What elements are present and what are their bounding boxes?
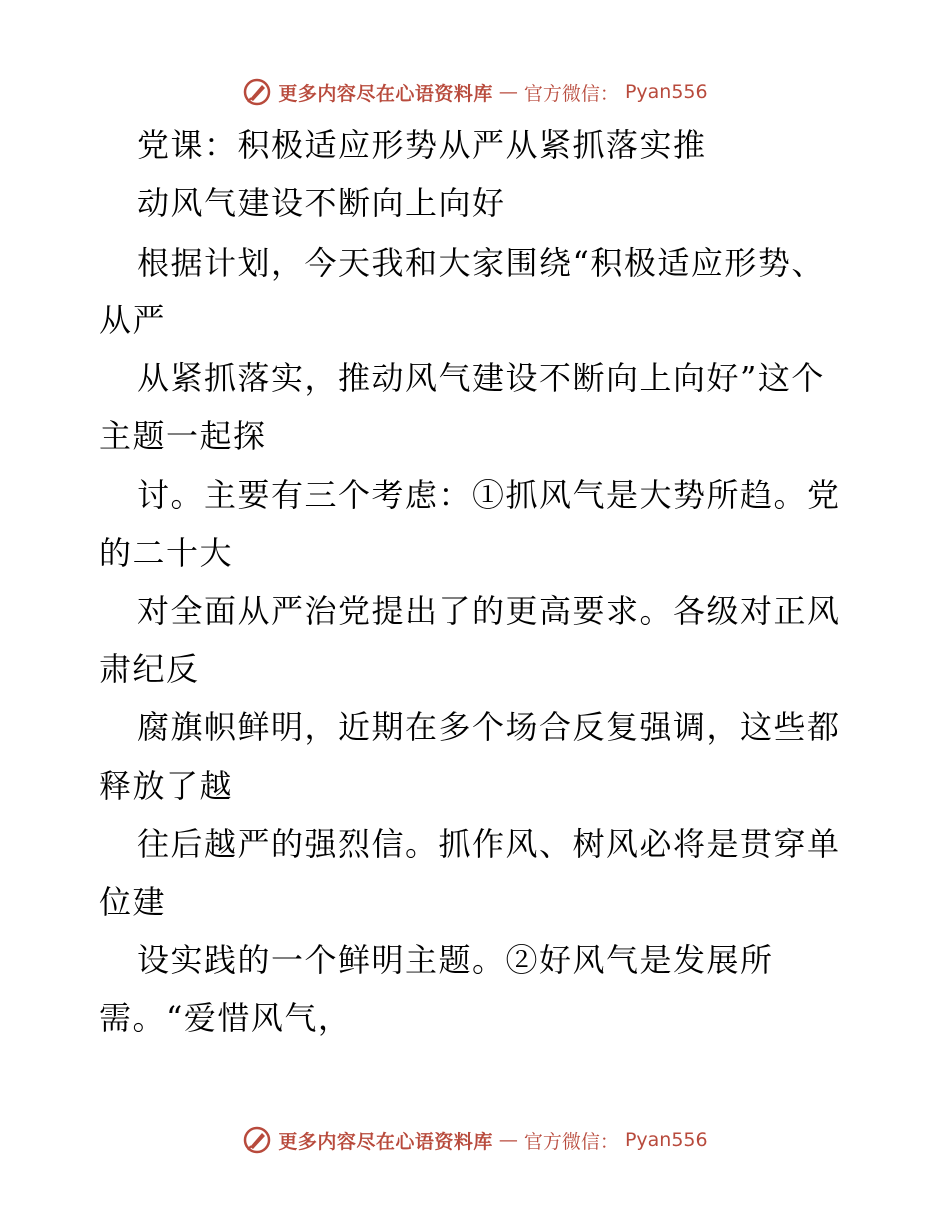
doc-title-line-1: 党课：积极适应形势从严从紧抓落实推 [137,126,707,164]
quill-pen-logo-icon [242,77,272,107]
doc-line: 需。“爱惜风气， [99,999,352,1037]
watermark-wechat-label: 官方微信： [523,1130,619,1153]
doc-line: 位建 [99,883,167,921]
doc-line: 从紧抓落实，推动风气建设不断向上向好”这个 [137,359,825,397]
doc-line: 对全面从严治党提出了的更高要求。各级对正风 [137,592,841,630]
watermark-dash: — [498,1129,518,1151]
watermark-site-text: 更多内容尽在心语资料库 [278,82,493,105]
doc-title-line-2: 动风气建设不断向上向好 [137,184,506,222]
watermark-wechat-id: Pyan556 [624,81,708,103]
doc-line: 腐旗帜鲜明，近期在多个场合反复强调，这些都 [137,708,841,746]
doc-line: 的二十大 [99,534,234,572]
doc-line: 主题一起探 [99,417,267,455]
watermark-site-text: 更多内容尽在心语资料库 [278,1130,493,1153]
doc-line: 讨。主要有三个考虑：①抓风气是大势所趋。党 [137,476,841,514]
doc-line: 设实践的一个鲜明主题。②好风气是发展所 [137,941,774,979]
quill-pen-logo-icon [242,1125,272,1155]
doc-line: 往后越严的强烈信。抓作风、树风必将是贯穿单 [137,825,841,863]
doc-line: 肃纪反 [99,650,200,688]
watermark-wechat-id: Pyan556 [624,1129,708,1151]
watermark-wechat-label: 官方微信： [523,82,619,105]
doc-line: 释放了越 [99,767,234,805]
doc-line: 从严 [99,301,167,339]
doc-line: 根据计划，今天我和大家围绕“积极适应形势、 [137,244,825,282]
watermark-header [0,72,950,112]
watermark-dash: — [498,81,518,103]
watermark-footer [0,1120,950,1160]
